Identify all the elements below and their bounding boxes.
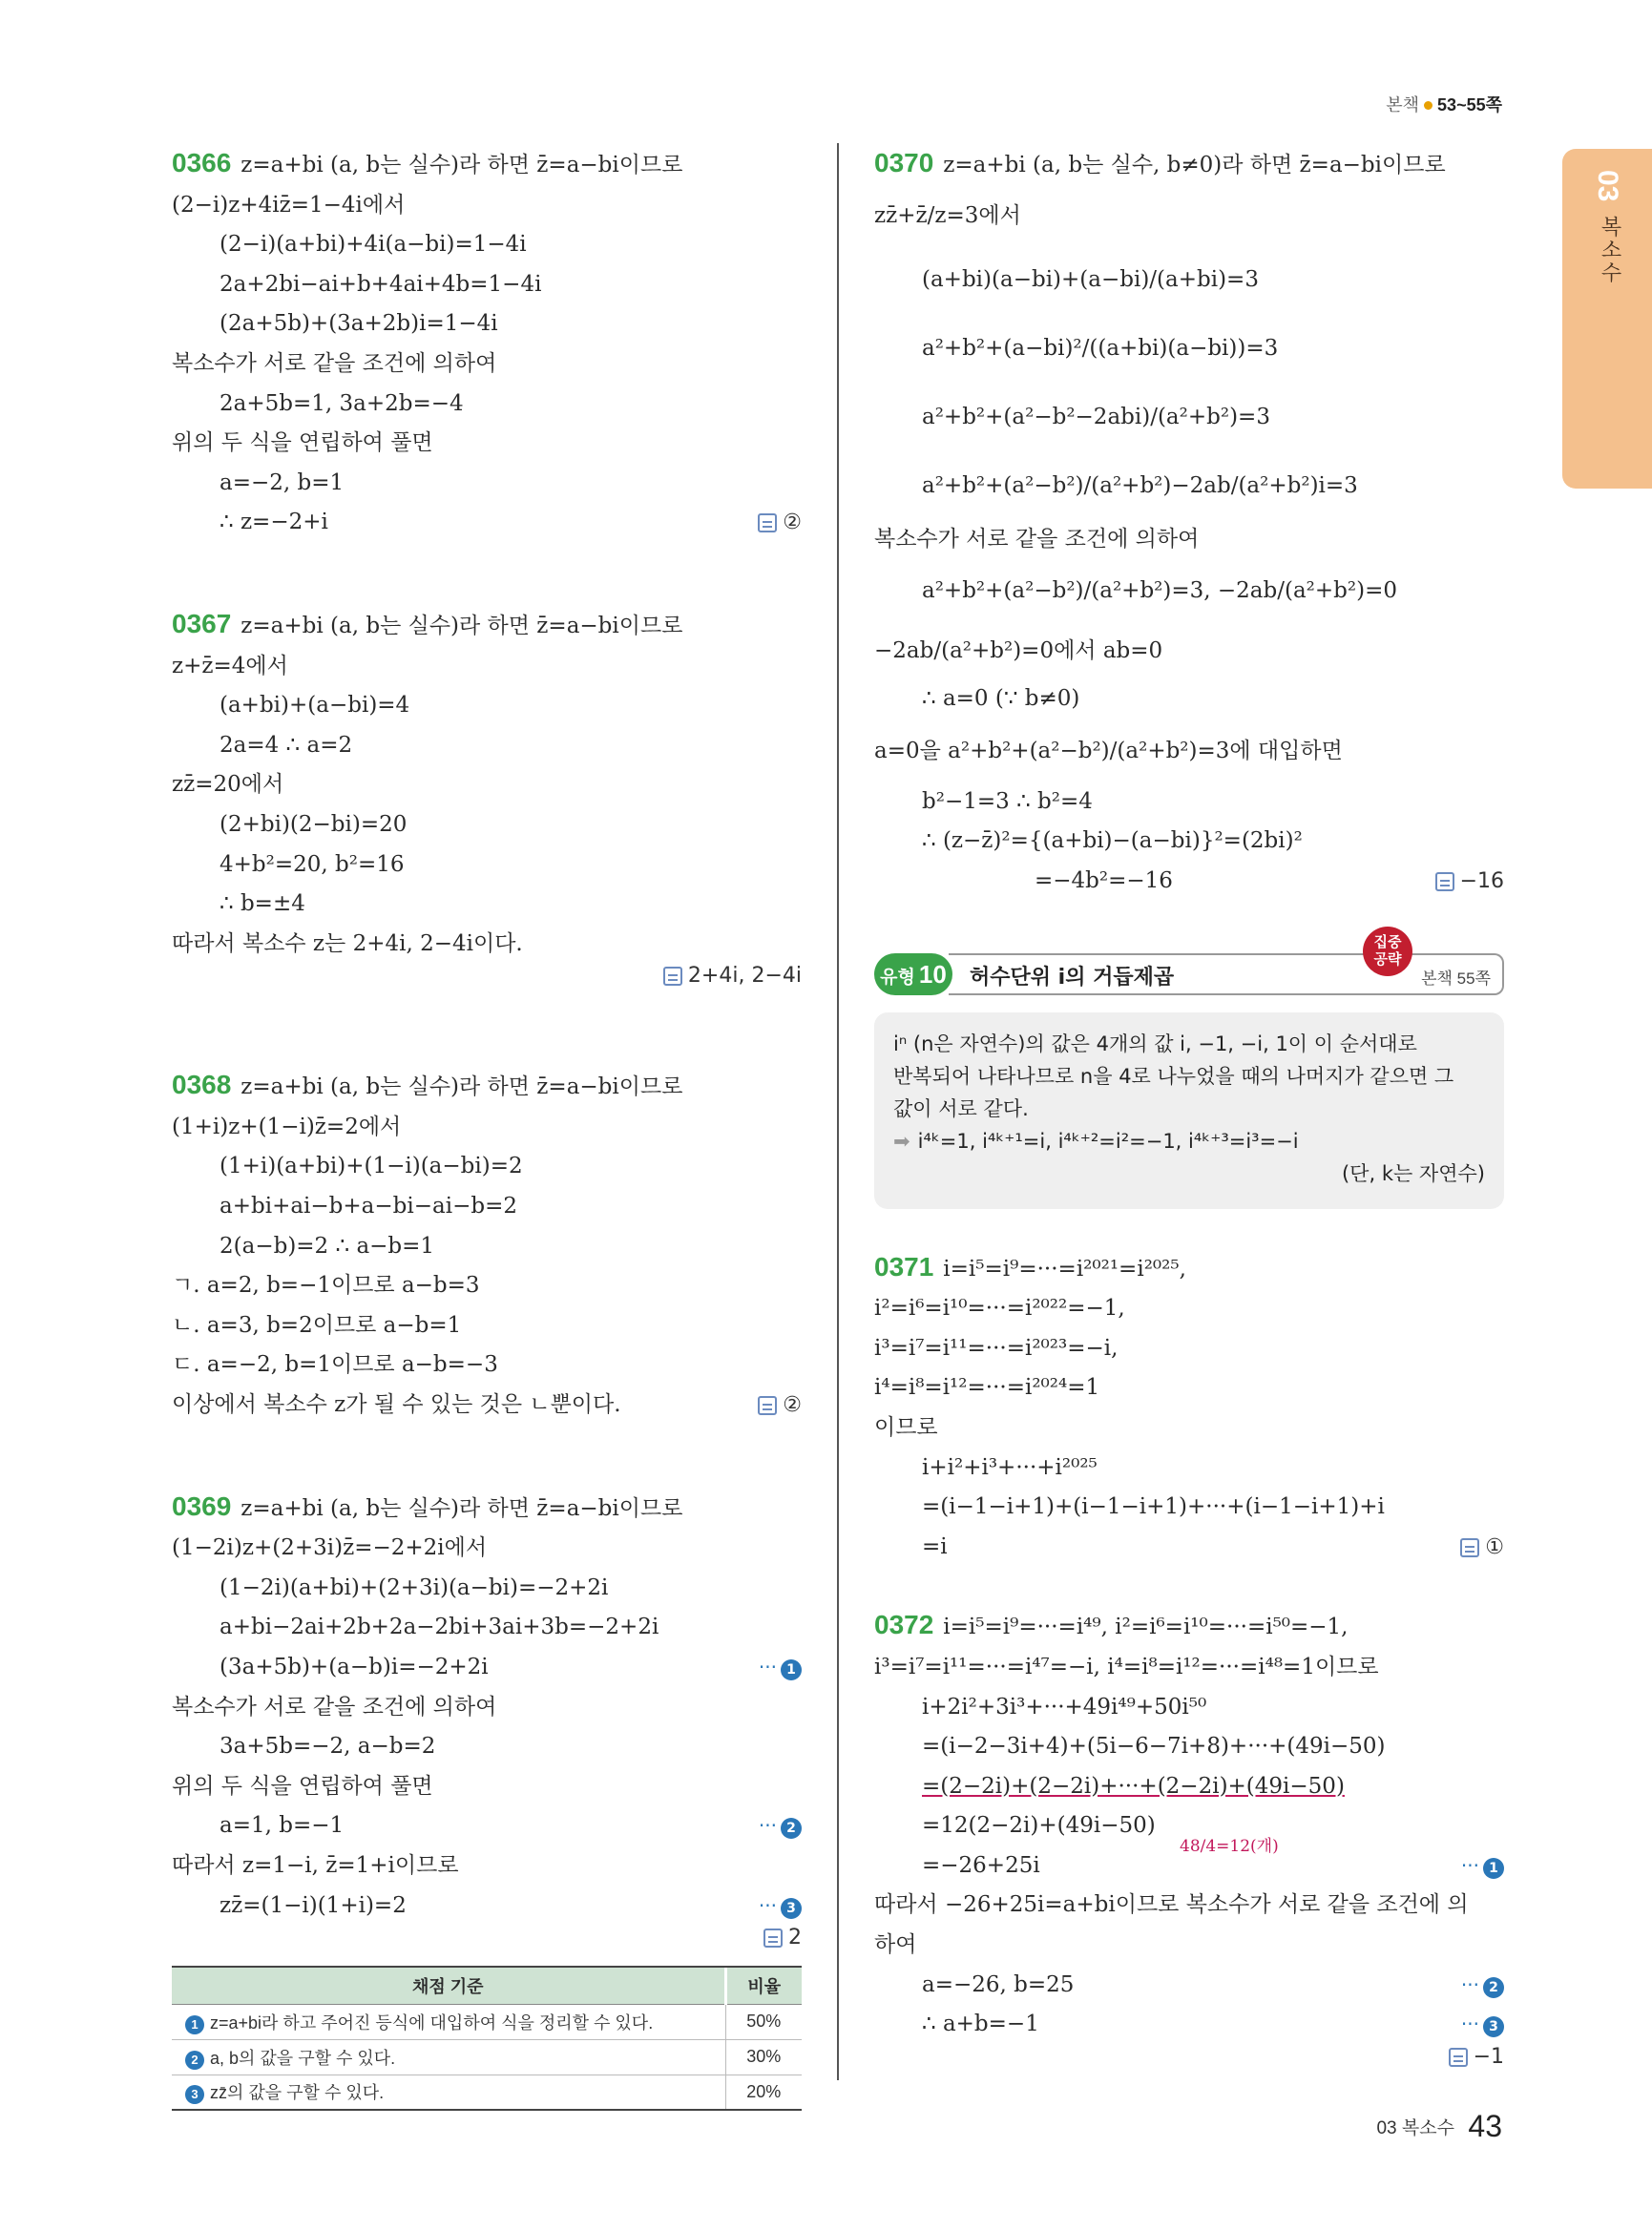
solution-line: a=0을 a²+b²+(a²−b²)/(a²+b²)=3에 대입하면 xyxy=(874,738,1343,763)
answer-value: ② xyxy=(783,1393,802,1418)
problem-number: 0371 xyxy=(874,1251,934,1282)
step-marker-2: ··· 2 xyxy=(1461,1966,1504,2006)
solution-line: i³=i⁷=i¹¹=···=i²⁰²³=−i, xyxy=(874,1335,1119,1361)
solution-line: (1−2i)z+(2+3i)z̄=−2+2i에서 xyxy=(172,1535,488,1561)
rubric-header-criteria: 채점 기준 xyxy=(172,1968,725,2004)
column-divider xyxy=(837,143,839,2080)
solution-line: a²+b²+(a−bi)²/((a+bi)(a−bi))=3 xyxy=(922,335,1279,361)
solution-line: =−4b²=−16 xyxy=(1035,867,1173,893)
footer-chapter: 03 복소수 xyxy=(1376,2118,1454,2138)
problem-number: 0369 xyxy=(172,1491,232,1521)
solution-line: z=a+bi (a, b는 실수)라 하면 z̄=a−bi이므로 xyxy=(240,1495,683,1521)
solution-line: =(i−2−3i+4)+(5i−6−7i+8)+···+(49i−50) xyxy=(922,1734,1386,1760)
rubric-header-ratio: 비율 xyxy=(725,1968,802,2004)
solution-line: ㄴ. a=3, b=2이므로 a−b=1 xyxy=(172,1312,462,1338)
answer-icon xyxy=(758,1396,777,1415)
step-marker-3: ··· 3 xyxy=(1461,2005,1504,2045)
solution-line: 위의 두 식을 연립하여 풀면 xyxy=(172,1773,433,1799)
type-header xyxy=(874,933,1504,997)
solution-line: =i xyxy=(922,1533,948,1559)
solution-line: a+bi+ai−b+a−bi−ai−b=2 xyxy=(220,1194,517,1220)
chapter-tab[interactable] xyxy=(1562,149,1652,489)
solution-line: 따라서 z=1−i, z̄=1+i이므로 xyxy=(172,1852,459,1878)
answer-icon xyxy=(763,1929,783,1948)
problem-number: 0370 xyxy=(874,148,934,177)
solution-line: i+i²+i³+···+i²⁰²⁵ xyxy=(922,1454,1098,1480)
solution-line: =(i−1−i+1)+(i−1−i+1)+···+(i−1−i+1)+i xyxy=(922,1494,1385,1520)
concept-line: 값이 서로 같다. xyxy=(893,1096,1029,1120)
chapter-tab-number: 03 xyxy=(1592,170,1623,202)
solution-line: 4+b²=20, b²=16 xyxy=(220,851,405,877)
solution-line: 복소수가 서로 같을 조건에 의하여 xyxy=(172,350,497,376)
solution-line: =12(2−2i)+(49i−50) xyxy=(922,1813,1156,1839)
solution-line: i²=i⁶=i¹⁰=···=i²⁰²²=−1, xyxy=(874,1296,1125,1322)
solution-line: 2a=4 ∴ a=2 xyxy=(220,732,353,758)
problem-number: 0366 xyxy=(172,148,232,177)
answer-value: −16 xyxy=(1459,868,1504,893)
solution-line: (1−2i)(a+bi)+(2+3i)(a−bi)=−2+2i xyxy=(220,1574,609,1600)
problem-0371 xyxy=(874,1247,1504,1568)
solution-line: a=1, b=−1 xyxy=(220,1813,345,1839)
solution-line: zz̄=20에서 xyxy=(172,772,284,798)
type-badge: 유형 10 xyxy=(874,953,952,995)
solution-line: 3a+5b=−2, a−b=2 xyxy=(220,1734,436,1760)
problem-0368 xyxy=(172,1065,802,1425)
solution-line: (1+i)z+(1−i)z̄=2에서 xyxy=(172,1114,402,1139)
solution-line: 이므로 xyxy=(874,1414,938,1440)
answer-badge xyxy=(758,503,802,543)
solution-line: zz̄+z̄/z=3에서 xyxy=(874,202,1021,228)
solution-line: z=a+bi (a, b는 실수)라 하면 z̄=a−bi이므로 xyxy=(240,1074,683,1100)
problem-0367 xyxy=(172,604,802,1004)
solution-line: (3a+5b)+(a−b)i=−2+2i xyxy=(220,1655,489,1679)
concept-line: i⁴ᵏ=1, i⁴ᵏ⁺¹=i, i⁴ᵏ⁺²=i²=−1, i⁴ᵏ⁺³=i³=−i xyxy=(917,1129,1299,1153)
rubric-text: zz̄의 값을 구할 수 있다. xyxy=(210,2083,385,2103)
solution-line: 하여 xyxy=(874,1932,917,1958)
solution-line: a²+b²+(a²−b²−2abi)/(a²+b²)=3 xyxy=(922,404,1270,429)
type-ref: 본책 55쪽 xyxy=(1421,969,1491,988)
solution-line: (2a+5b)+(3a+2b)i=1−4i xyxy=(220,311,498,337)
solution-line: =−26+25i xyxy=(922,1852,1040,1878)
solution-line: z=a+bi (a, b는 실수)라 하면 z̄=a−bi이므로 xyxy=(240,613,683,638)
header-pages: 53~55쪽 xyxy=(1437,95,1502,115)
solution-line: ∴ b=±4 xyxy=(220,891,305,917)
rubric-mark: 1 xyxy=(185,2015,204,2034)
answer-value: 2 xyxy=(788,1926,802,1950)
problem-0366 xyxy=(172,143,802,543)
rubric-pct: 50% xyxy=(725,2004,802,2039)
answer-value: ① xyxy=(1485,1534,1504,1559)
answer-badge xyxy=(663,964,802,988)
count-note: 48/4=12(개) xyxy=(1180,1837,1279,1857)
header-book-label: 본책 xyxy=(1386,95,1420,115)
solution-line: (2+bi)(2−bi)=20 xyxy=(220,811,408,837)
rubric-pct: 20% xyxy=(725,2075,802,2110)
solution-line: (2−i)z+4iz̄=1−4i에서 xyxy=(172,192,406,218)
solution-line: ∴ a+b=−1 xyxy=(922,2012,1039,2037)
solution-line: b²−1=3 ∴ b²=4 xyxy=(922,788,1093,814)
solution-line: i=i⁵=i⁹=···=i²⁰²¹=i²⁰²⁵, xyxy=(943,1256,1186,1282)
solution-line: 따라서 −26+25i=a+bi이므로 복소수가 서로 같을 조건에 의 xyxy=(874,1892,1469,1918)
answer-badge xyxy=(1449,2045,1504,2069)
rubric-pct: 30% xyxy=(725,2039,802,2075)
solution-line: a=−2, b=1 xyxy=(220,469,345,495)
step-marker-1: ··· 1 xyxy=(1461,1846,1504,1887)
solution-line: i³=i⁷=i¹¹=···=i⁴⁷=−i, i⁴=i⁸=i¹²=···=i⁴⁸=1이므로 xyxy=(874,1654,1379,1679)
header-dot-icon xyxy=(1424,101,1432,110)
solution-line: 위의 두 식을 연립하여 풀면 xyxy=(172,430,433,456)
page-number: 43 xyxy=(1468,2109,1502,2143)
type-title: 허수단위 i의 거듭제곱 xyxy=(970,965,1175,990)
solution-line: (a+bi)+(a−bi)=4 xyxy=(220,693,410,719)
table-row xyxy=(172,2004,802,2039)
solution-line: ㄷ. a=−2, b=1이므로 a−b=−3 xyxy=(172,1352,498,1378)
solution-line: 복소수가 서로 같을 조건에 의하여 xyxy=(874,526,1200,552)
solution-line: 이상에서 복소수 z가 될 수 있는 것은 ㄴ뿐이다. xyxy=(172,1392,621,1418)
arrow-icon: ➡ xyxy=(893,1129,910,1153)
solution-line: ㄱ. a=2, b=−1이므로 a−b=3 xyxy=(172,1273,480,1299)
solution-line: zz̄=(1−i)(1+i)=2 xyxy=(220,1892,407,1918)
solution-line: (1+i)(a+bi)+(1−i)(a−bi)=2 xyxy=(220,1154,523,1179)
answer-icon xyxy=(758,513,777,532)
solution-line: a=−26, b=25 xyxy=(922,1971,1075,1997)
solution-line: (a+bi)(a−bi)+(a−bi)/(a+bi)=3 xyxy=(922,266,1259,292)
step-marker-3: ··· 3 xyxy=(759,1887,802,1927)
scoring-rubric xyxy=(172,1966,802,2111)
solution-line: 2a+2bi−ai+b+4ai+4b=1−4i xyxy=(220,271,542,297)
answer-icon xyxy=(1460,1538,1479,1557)
solution-line: a²+b²+(a²−b²)/(a²+b²)=3, −2ab/(a²+b²)=0 xyxy=(922,578,1397,604)
step-marker-2: ··· 2 xyxy=(759,1806,802,1846)
answer-value: ② xyxy=(783,511,802,535)
solution-line: i⁴=i⁸=i¹²=···=i²⁰²⁴=1 xyxy=(874,1375,1100,1401)
solution-line: 복소수가 서로 같을 조건에 의하여 xyxy=(172,1694,497,1720)
solution-line: ∴ a=0 (∵ b≠0) xyxy=(922,686,1080,712)
answer-badge xyxy=(1435,862,1504,902)
solution-line: ∴ (z−z̄)²={(a+bi)−(a−bi)}²=(2bi)² xyxy=(922,828,1303,854)
answer-value: −1 xyxy=(1473,2044,1504,2069)
answer-icon xyxy=(1449,2048,1468,2067)
solution-line: z=a+bi (a, b는 실수, b≠0)라 하면 z̄=a−bi이므로 xyxy=(943,153,1446,177)
solution-line: 2a+5b=1, 3a+2b=−4 xyxy=(220,390,464,416)
table-row xyxy=(172,2075,802,2110)
answer-icon xyxy=(1435,872,1454,891)
solution-line: i+2i²+3i³+···+49i⁴⁹+50i⁵⁰ xyxy=(922,1694,1207,1720)
left-column xyxy=(172,143,802,2111)
answer-badge xyxy=(763,1926,802,1950)
page-footer xyxy=(1376,2109,1502,2144)
rubric-text: a, b의 값을 구할 수 있다. xyxy=(210,2048,396,2068)
problem-number: 0368 xyxy=(172,1070,232,1100)
table-row xyxy=(172,2039,802,2075)
concept-condition: (단, k는 자연수) xyxy=(1341,1161,1485,1185)
solution-line: 따라서 복소수 z는 2+4i, 2−4i이다. xyxy=(172,930,523,956)
focus-badge-icon: 집중 공략 xyxy=(1363,927,1412,976)
answer-badge xyxy=(1460,1528,1504,1568)
solution-line: (2−i)(a+bi)+4i(a−bi)=1−4i xyxy=(220,232,527,258)
solution-line: ∴ z=−2+i xyxy=(220,510,328,535)
step-marker-1: ··· 1 xyxy=(759,1648,802,1688)
solution-line: z=a+bi (a, b는 실수)라 하면 z̄=a−bi이므로 xyxy=(240,153,683,177)
answer-badge xyxy=(758,1386,802,1426)
problem-0372 xyxy=(874,1605,1504,2085)
solution-line: z+z̄=4에서 xyxy=(172,653,288,678)
problem-0369 xyxy=(172,1487,802,2112)
solution-line: −2ab/(a²+b²)=0에서 ab=0 xyxy=(874,638,1163,664)
problem-number: 0372 xyxy=(874,1610,934,1640)
solution-line: =(2−2i)+(2−2i)+···+(2−2i)+(49i−50) xyxy=(922,1773,1345,1799)
header-page-ref xyxy=(1386,92,1502,116)
rubric-mark: 3 xyxy=(185,2085,204,2104)
problem-number: 0367 xyxy=(172,608,232,638)
right-column xyxy=(874,143,1504,2085)
rubric-text: z=a+bi라 하고 주어진 등식에 대입하여 식을 정리할 수 있다. xyxy=(210,2012,654,2033)
solution-line: a+bi−2ai+2b+2a−2bi+3ai+3b=−2+2i xyxy=(220,1615,659,1640)
solution-line: a²+b²+(a²−b²)/(a²+b²)−2ab/(a²+b²)i=3 xyxy=(922,472,1358,498)
concept-line: iⁿ (n은 자연수)의 값은 4개의 값 i, −1, −i, 1이 이 순서대로 xyxy=(893,1032,1417,1055)
chapter-tab-name: 복소수 xyxy=(1599,216,1622,284)
answer-value: 2+4i, 2−4i xyxy=(687,964,802,989)
concept-box xyxy=(874,1012,1504,1209)
solution-line: i=i⁵=i⁹=···=i⁴⁹, i²=i⁶=i¹⁰=···=i⁵⁰=−1, xyxy=(943,1615,1349,1640)
solution-line: 2(a−b)=2 ∴ a−b=1 xyxy=(220,1233,435,1259)
concept-line: 반복되어 나타나므로 n을 4로 나누었을 때의 나머지가 같으면 그 xyxy=(893,1064,1454,1088)
rubric-mark: 2 xyxy=(185,2051,204,2070)
answer-icon xyxy=(663,967,682,986)
problem-0370 xyxy=(874,143,1504,902)
